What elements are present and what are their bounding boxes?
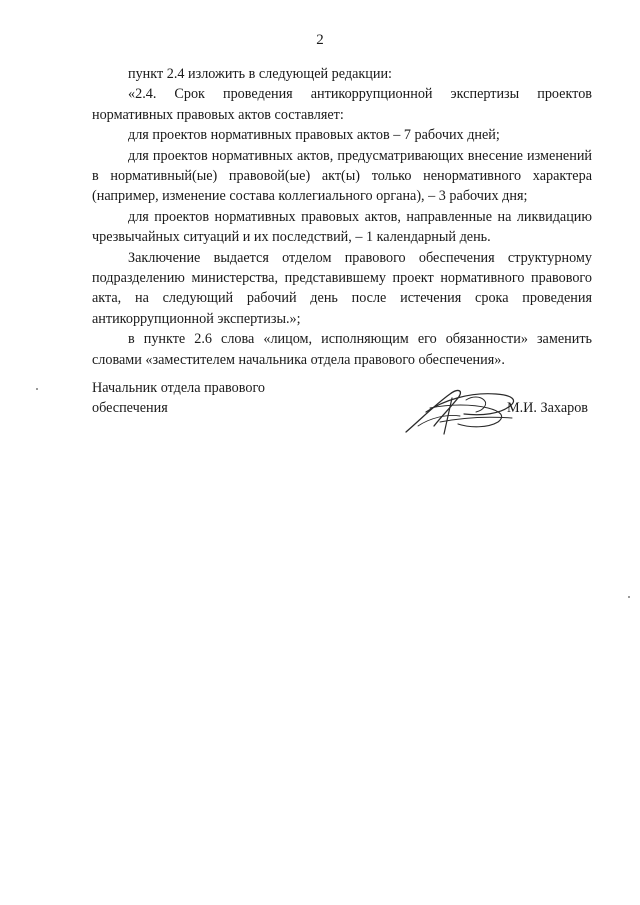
paragraph: для проектов нормативных правовых актов, направленные на ликвидацию чрезвычайных ситуаций и их последствий, – 1 календарный день. <box>92 208 592 246</box>
paragraph: «2.4. Срок проведения антикоррупционной экспертизы проектов нормативных правовых актов составляет: <box>92 86 592 123</box>
paragraph: для проектов нормативных актов, предусматривающих внесение изменений в нормативный(ые) правовой(ые) акт(ы) только ненормативного характера (например, изменение состава коллегиального органа), – 3 рабочих дня; <box>92 147 592 205</box>
paragraph: для проектов нормативных правовых актов – 7 рабочих дней; <box>128 127 500 144</box>
paragraph: Заключение выдается отделом правового обеспечения структурному подразделению министерства, представившему проект нормативного правового акта, на следующий рабочий день после истечения срока проведения антикоррупционной экспертизы.»; <box>92 249 592 327</box>
signer-name: М.И. Захаров <box>507 400 588 416</box>
margin-mark <box>36 388 38 390</box>
signer-position-line: обеспечения <box>92 400 168 417</box>
paragraph: пункт 2.4 изложить в следующей редакции: <box>128 66 392 82</box>
signer-position-line: Начальник отдела правового <box>92 380 265 396</box>
signature-block <box>92 378 592 438</box>
document-body <box>92 64 592 370</box>
signer-position <box>92 378 352 419</box>
paragraph: в пункте 2.6 слова «лицом, исполняющим его обязанности» заменить словами «заместителем начальника отдела правового обеспечения». <box>92 331 592 368</box>
margin-mark <box>628 596 630 598</box>
page-number: 2 <box>316 32 324 48</box>
